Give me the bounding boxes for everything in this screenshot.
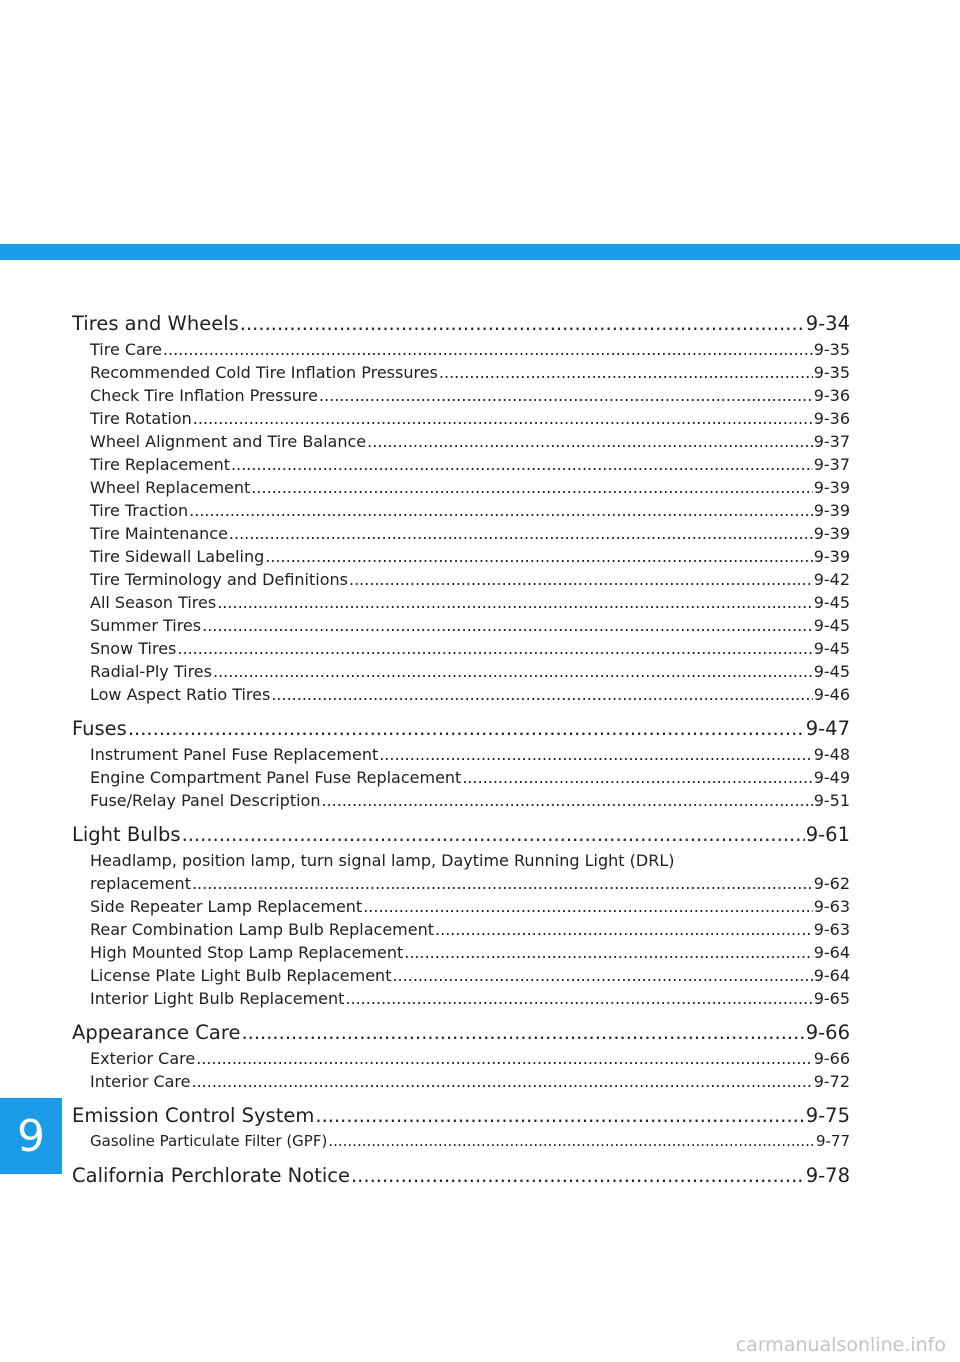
toc-page-number: 9-39: [813, 478, 850, 497]
dot-leader: [462, 766, 812, 789]
toc-entry[interactable]: [72, 1130, 850, 1153]
dot-leader: [213, 660, 813, 683]
dot-leader: [231, 453, 813, 476]
toc-section-heading[interactable]: [72, 1162, 850, 1190]
toc-section-light-bulbs: [72, 821, 850, 1010]
toc-page-number: 9-62: [813, 874, 850, 893]
dot-leader: [379, 743, 812, 766]
dot-leader: [367, 430, 813, 453]
toc-entry[interactable]: [72, 964, 850, 987]
toc-page-number: 9-78: [805, 1164, 850, 1187]
dot-leader: [163, 338, 813, 361]
toc-page-number: 9-34: [805, 312, 850, 335]
toc-page-number: 9-35: [813, 363, 850, 382]
toc-page-number: 9-42: [813, 570, 850, 589]
toc-entry[interactable]: [72, 545, 850, 568]
toc-entry-label: Radial-Ply Tires: [90, 662, 212, 681]
toc-section-tires-and-wheels: [72, 310, 850, 706]
dot-leader: [192, 1070, 813, 1093]
toc-page-number: 9-66: [813, 1049, 850, 1068]
dot-leader: [240, 310, 805, 338]
toc-entry-label: All Season Tires: [90, 593, 217, 612]
toc-entry[interactable]: [72, 918, 850, 941]
toc-section-title: Fuses: [72, 717, 127, 740]
toc-section-title: California Perchlorate Notice: [72, 1164, 350, 1187]
toc-page-number: 9-51: [813, 791, 850, 810]
dot-leader: [363, 895, 812, 918]
toc-entry-label: Tire Rotation: [90, 409, 192, 428]
toc-entry[interactable]: [72, 789, 850, 812]
toc-entry-label: Tire Replacement: [90, 455, 231, 474]
toc-entry-label: Check Tire Inflation Pressure: [90, 386, 318, 405]
dot-leader: [193, 407, 813, 430]
toc-page-number: 9-37: [813, 432, 850, 451]
toc-entry[interactable]: [72, 766, 850, 789]
toc-section-title: Tires and Wheels: [72, 312, 239, 335]
toc-entry[interactable]: [72, 1047, 850, 1070]
toc-page-number: 9-64: [813, 966, 850, 985]
toc-section-appearance-care: [72, 1019, 850, 1093]
toc-entry[interactable]: [72, 499, 850, 522]
toc-entry[interactable]: [72, 522, 850, 545]
table-of-contents: [72, 310, 850, 1199]
dot-leader: [251, 476, 812, 499]
toc-entry-label: Snow Tires: [90, 639, 177, 658]
toc-section-heading[interactable]: [72, 1019, 850, 1047]
toc-page-number: 9-45: [813, 639, 850, 658]
toc-page-number: 9-39: [813, 524, 850, 543]
toc-entry-label: Exterior Care: [90, 1049, 196, 1068]
toc-entry[interactable]: [72, 941, 850, 964]
toc-entry[interactable]: [72, 743, 850, 766]
toc-entry-label: Side Repeater Lamp Replacement: [90, 897, 363, 916]
toc-entry-label: Rear Combination Lamp Bulb Replacement: [90, 920, 435, 939]
dot-leader: [404, 941, 812, 964]
toc-section-title: Emission Control System: [72, 1104, 315, 1127]
toc-entry[interactable]: [72, 591, 850, 614]
toc-entry-label: replacement: [90, 874, 191, 893]
dot-leader: [189, 499, 813, 522]
dot-leader: [435, 918, 813, 941]
dot-leader: [349, 568, 813, 591]
toc-entry-label: Tire Care: [90, 340, 162, 359]
toc-entry-label: Tire Sidewall Labeling: [90, 547, 265, 566]
toc-section-california-perchlorate-notice: [72, 1162, 850, 1190]
toc-entry-label: Low Aspect Ratio Tires: [90, 685, 271, 704]
toc-entry-label: Recommended Cold Tire Inflation Pressures: [90, 363, 438, 382]
toc-entry[interactable]: [72, 430, 850, 453]
toc-entry-label: Engine Compartment Panel Fuse Replacement: [90, 768, 462, 787]
toc-entry[interactable]: [72, 637, 850, 660]
toc-page-number: 9-39: [813, 501, 850, 520]
toc-page-number: 9-61: [805, 823, 850, 846]
watermark: carmanualsonline.info: [735, 1334, 946, 1356]
toc-entry[interactable]: [72, 987, 850, 1010]
dot-leader: [328, 1130, 815, 1153]
toc-page-number: 9-46: [813, 685, 850, 704]
toc-page-number: 9-45: [813, 616, 850, 635]
toc-section-title: Appearance Care: [72, 1021, 241, 1044]
toc-entry-label: Fuse/Relay Panel Description: [90, 791, 321, 810]
toc-entry-label-line1[interactable]: Headlamp, position lamp, turn signal lamp, Daytime Running Light (DRL): [90, 851, 675, 870]
toc-page-number: 9-75: [805, 1104, 850, 1127]
toc-entry[interactable]: [72, 476, 850, 499]
toc-page-number: 9-77: [815, 1132, 850, 1150]
toc-page-number: 9-47: [805, 717, 850, 740]
toc-entry-label: Tire Maintenance: [90, 524, 228, 543]
toc-entry[interactable]: [72, 614, 850, 637]
toc-page-number: 9-65: [813, 989, 850, 1008]
toc-entry[interactable]: [72, 453, 850, 476]
toc-entry[interactable]: [72, 361, 850, 384]
toc-page-number: 9-63: [813, 897, 850, 916]
chapter-number: 9: [17, 1110, 45, 1162]
toc-page-number: 9-37: [813, 455, 850, 474]
dot-leader: [217, 591, 812, 614]
toc-entry[interactable]: [72, 338, 850, 361]
toc-entry-label: Interior Care: [90, 1072, 191, 1091]
dot-leader: [182, 821, 805, 849]
toc-entry-label: High Mounted Stop Lamp Replacement: [90, 943, 404, 962]
dot-leader: [265, 545, 812, 568]
toc-entry-label: Wheel Replacement: [90, 478, 251, 497]
toc-page-number: 9-36: [813, 409, 850, 428]
toc-page-number: 9-36: [813, 386, 850, 405]
toc-entry[interactable]: [72, 660, 850, 683]
toc-page-number: 9-49: [813, 768, 850, 787]
dot-leader: [241, 1019, 804, 1047]
toc-entry[interactable]: [72, 1070, 850, 1093]
toc-section-fuses: [72, 715, 850, 812]
toc-page-number: 9-63: [813, 920, 850, 939]
toc-entry-label: Tire Traction: [90, 501, 189, 520]
toc-section-heading[interactable]: [72, 821, 850, 849]
toc-entry[interactable]: [72, 895, 850, 918]
toc-page-number: 9-45: [813, 662, 850, 681]
toc-page-number: 9-35: [813, 340, 850, 359]
toc-section-title: Light Bulbs: [72, 823, 181, 846]
dot-leader: [192, 872, 813, 895]
toc-entry-label: Summer Tires: [90, 616, 202, 635]
toc-entry-label: Gasoline Particulate Filter (GPF): [90, 1132, 328, 1150]
toc-entry[interactable]: [72, 407, 850, 430]
dot-leader: [128, 715, 805, 743]
chapter-tab: [0, 1098, 62, 1174]
toc-entry-label: Instrument Panel Fuse Replacement: [90, 745, 379, 764]
toc-section-heading[interactable]: [72, 715, 850, 743]
toc-entry[interactable]: [72, 872, 850, 895]
dot-leader: [177, 637, 812, 660]
toc-entry-label: License Plate Light Bulb Replacement: [90, 966, 392, 985]
toc-page-number: 9-64: [813, 943, 850, 962]
toc-entry[interactable]: [72, 568, 850, 591]
toc-page-number: 9-66: [805, 1021, 850, 1044]
toc-entry-label: Interior Light Bulb Replacement: [90, 989, 345, 1008]
header-accent-bar: [0, 244, 960, 260]
toc-page-number: 9-39: [813, 547, 850, 566]
dot-leader: [351, 1162, 805, 1190]
dot-leader: [196, 1047, 812, 1070]
dot-leader: [202, 614, 813, 637]
dot-leader: [271, 683, 812, 706]
toc-entry[interactable]: [72, 384, 850, 407]
toc-entry[interactable]: [72, 683, 850, 706]
dot-leader: [321, 789, 812, 812]
dot-leader: [439, 361, 813, 384]
toc-page-number: 9-48: [813, 745, 850, 764]
toc-section-heading[interactable]: [72, 310, 850, 338]
toc-entry-label: Wheel Alignment and Tire Balance: [90, 432, 367, 451]
dot-leader: [319, 384, 813, 407]
toc-section-heading[interactable]: [72, 1102, 850, 1130]
dot-leader: [229, 522, 813, 545]
toc-page-number: 9-45: [813, 593, 850, 612]
toc-entry-label: Tire Terminology and Definitions: [90, 570, 348, 589]
toc-section-emission-control-system: [72, 1102, 850, 1153]
dot-leader: [345, 987, 812, 1010]
dot-leader: [392, 964, 812, 987]
dot-leader: [315, 1102, 804, 1130]
toc-page-number: 9-72: [813, 1072, 850, 1091]
